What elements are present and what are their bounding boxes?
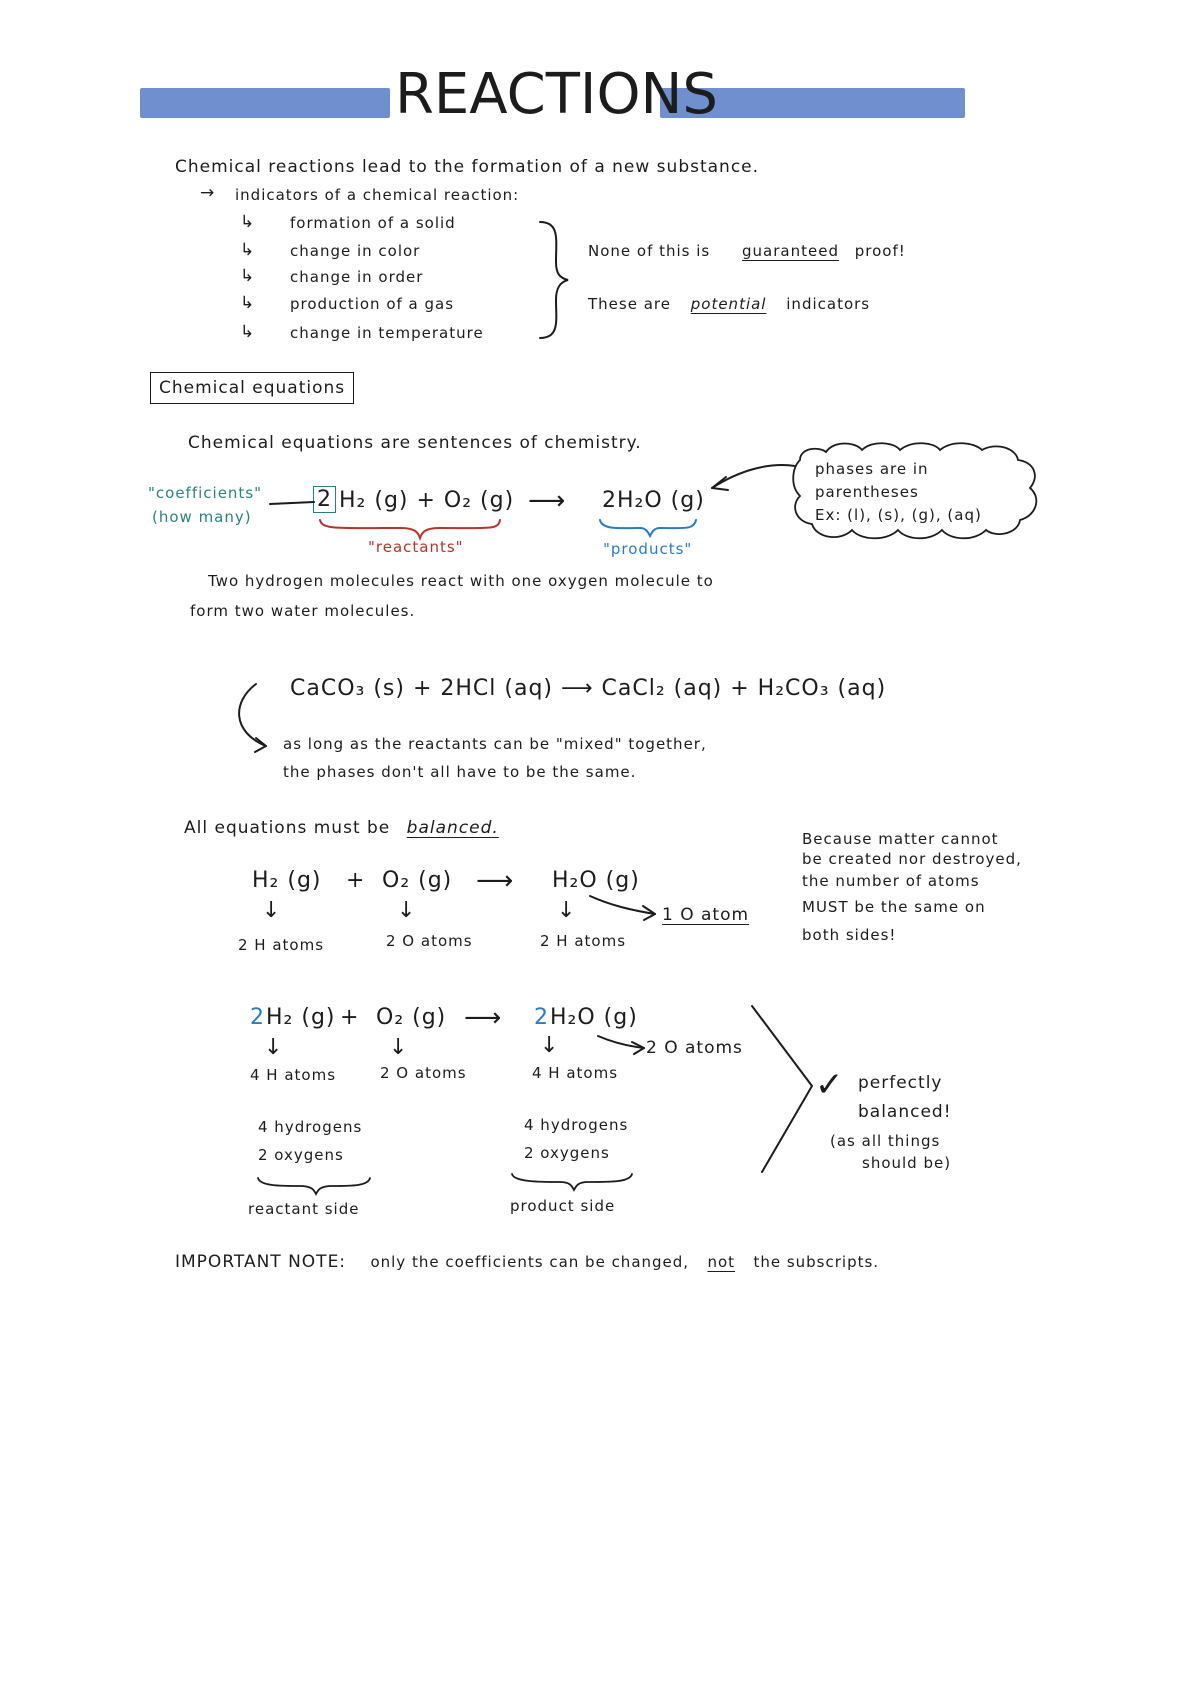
list-item: production of a gas — [290, 295, 455, 313]
products-brace — [600, 520, 696, 536]
eq4-o-atoms: 2 O atoms — [380, 1064, 467, 1082]
eq4-plus: + — [340, 1005, 360, 1030]
eq3-o-arrow — [590, 896, 655, 914]
phases-line2: parentheses — [815, 483, 919, 501]
eq3-prod-o-atoms: 1 O atom — [662, 905, 750, 925]
big-angle-bracket — [752, 1006, 812, 1172]
eq1-products: 2H₂O (g) — [602, 488, 705, 513]
eq2-equation: CaCO₃ (s) + 2HCl (aq) ⟶ CaCl₂ (aq) + H₂CO₃ (aq) — [290, 676, 887, 701]
eq4-prod-o-atoms: 2 O atoms — [646, 1038, 743, 1058]
down-arrow-icon: ↓ — [397, 898, 417, 923]
note-these-text: These are — [588, 295, 671, 313]
eq2-note-line1: as long as the reactants can be "mixed" together, — [283, 735, 707, 753]
reactant-hydrogens: 4 hydrogens — [258, 1118, 363, 1136]
cloud-arrow — [712, 465, 795, 488]
note-proof: proof! — [854, 242, 906, 260]
note-potential-word: potential — [690, 295, 767, 313]
reactants-brace — [320, 520, 500, 538]
equations-intro: Chemical equations are sentences of chemistry. — [188, 433, 642, 453]
phases-line1: phases are in — [815, 460, 929, 478]
eq3-h2: H₂ (g) — [252, 868, 322, 893]
eq3-prod-h-atoms: 2 H atoms — [540, 932, 627, 950]
note-guaranteed: guaranteed — [742, 242, 839, 260]
perfect-line4: should be) — [862, 1154, 952, 1172]
product-side-label: product side — [510, 1197, 616, 1215]
important-end: the subscripts. — [753, 1253, 880, 1271]
indicator-brace — [540, 222, 568, 338]
down-arrow-icon: ↓ — [262, 898, 282, 923]
eq3-plus: + — [346, 868, 366, 893]
perfect-line3: (as all things — [830, 1132, 941, 1150]
list-item: formation of a solid — [290, 214, 456, 232]
eq3-o2: O₂ (g) — [382, 868, 453, 893]
section-box: Chemical equations — [150, 372, 354, 404]
list-item: change in order — [290, 268, 424, 286]
products-label: "products" — [603, 540, 693, 558]
eq4-o2: O₂ (g) — [376, 1005, 447, 1030]
because-line: both sides! — [802, 926, 897, 944]
because-line: Because matter cannot — [802, 830, 999, 848]
down-arrow-icon: ↓ — [557, 898, 577, 923]
hook-arrow-icon: ↳ — [240, 266, 256, 286]
checkmark-icon: ✓ — [815, 1065, 845, 1105]
perfect-line2: balanced! — [858, 1102, 952, 1122]
list-item: change in color — [290, 242, 421, 260]
product-hydrogens: 4 hydrogens — [524, 1116, 629, 1134]
hook-arrow-icon: ↳ — [240, 240, 256, 260]
eq1-reactants: H₂ (g) + O₂ (g) — [339, 488, 515, 513]
eq3-h-atoms: 2 H atoms — [238, 936, 325, 954]
eq4-arrow: ⟶ — [464, 1003, 503, 1033]
hook-arrow-icon: ↳ — [240, 293, 256, 313]
phases-line3: Ex: (l), (s), (g), (aq) — [815, 506, 982, 524]
product-side-brace — [512, 1174, 632, 1190]
eq1-arrow: ⟶ — [528, 486, 567, 516]
eq2-curve-arrow-head — [255, 738, 266, 752]
arrow-icon: → — [200, 183, 216, 203]
eq4-h-atoms: 4 H atoms — [250, 1066, 337, 1084]
sentence-line2: form two water molecules. — [190, 602, 416, 620]
eq4-h2o: H₂O (g) — [550, 1005, 638, 1030]
important-label: IMPORTANT NOTE: — [175, 1252, 347, 1272]
eq3-o-atoms: 2 O atoms — [386, 932, 473, 950]
balanced-intro-text: All equations must be — [184, 818, 391, 838]
note-indicators-text: indicators — [786, 295, 871, 313]
eq4-coef-reactant: 2 — [250, 1005, 265, 1030]
page-title: REACTIONS — [395, 62, 718, 127]
eq2-curve-arrow — [239, 684, 266, 746]
eq3-h2o: H₂O (g) — [552, 868, 640, 893]
indicators-header: indicators of a chemical reaction: — [235, 186, 520, 204]
sentence-line1: Two hydrogen molecules react with one oxygen molecule to — [208, 572, 714, 590]
coefficient-connector — [270, 502, 314, 504]
eq3-arrow: ⟶ — [476, 866, 515, 896]
eq4-o-arrow — [598, 1036, 644, 1048]
because-line: MUST be the same on — [802, 898, 986, 916]
eq4-h2: H₂ (g) — [266, 1005, 336, 1030]
hook-arrow-icon: ↳ — [240, 212, 256, 232]
note-none-text: None of this is — [588, 242, 711, 260]
reactant-side-brace — [258, 1178, 370, 1194]
down-arrow-icon: ↓ — [264, 1035, 284, 1060]
because-line: the number of atoms — [802, 872, 980, 890]
because-line: be created nor destroyed, — [802, 850, 1022, 868]
important-not: not — [707, 1253, 736, 1271]
perfect-line1: perfectly — [858, 1073, 943, 1093]
important-text: only the coefficients can be changed, — [370, 1253, 690, 1271]
eq4-prod-h-atoms: 4 H atoms — [532, 1064, 619, 1082]
intro-line: Chemical reactions lead to the formation of a new substance. — [175, 157, 760, 177]
list-item: change in temperature — [290, 324, 484, 342]
how-many-label: (how many) — [152, 508, 252, 526]
product-oxygens: 2 oxygens — [524, 1144, 610, 1162]
reactants-label: "reactants" — [368, 538, 464, 556]
down-arrow-icon: ↓ — [389, 1035, 409, 1060]
reactant-oxygens: 2 oxygens — [258, 1146, 344, 1164]
coefficients-label: "coefficients" — [148, 484, 263, 502]
eq1-coefficient: 2 — [313, 486, 336, 513]
phases-cloud — [793, 443, 1036, 538]
hook-arrow-icon: ↳ — [240, 322, 256, 342]
reactant-side-label: reactant side — [248, 1200, 360, 1218]
eq2-note-line2: the phases don't all have to be the same. — [283, 763, 637, 781]
balanced-word: balanced. — [406, 818, 499, 838]
down-arrow-icon: ↓ — [540, 1033, 560, 1058]
eq4-coef-product: 2 — [534, 1005, 549, 1030]
